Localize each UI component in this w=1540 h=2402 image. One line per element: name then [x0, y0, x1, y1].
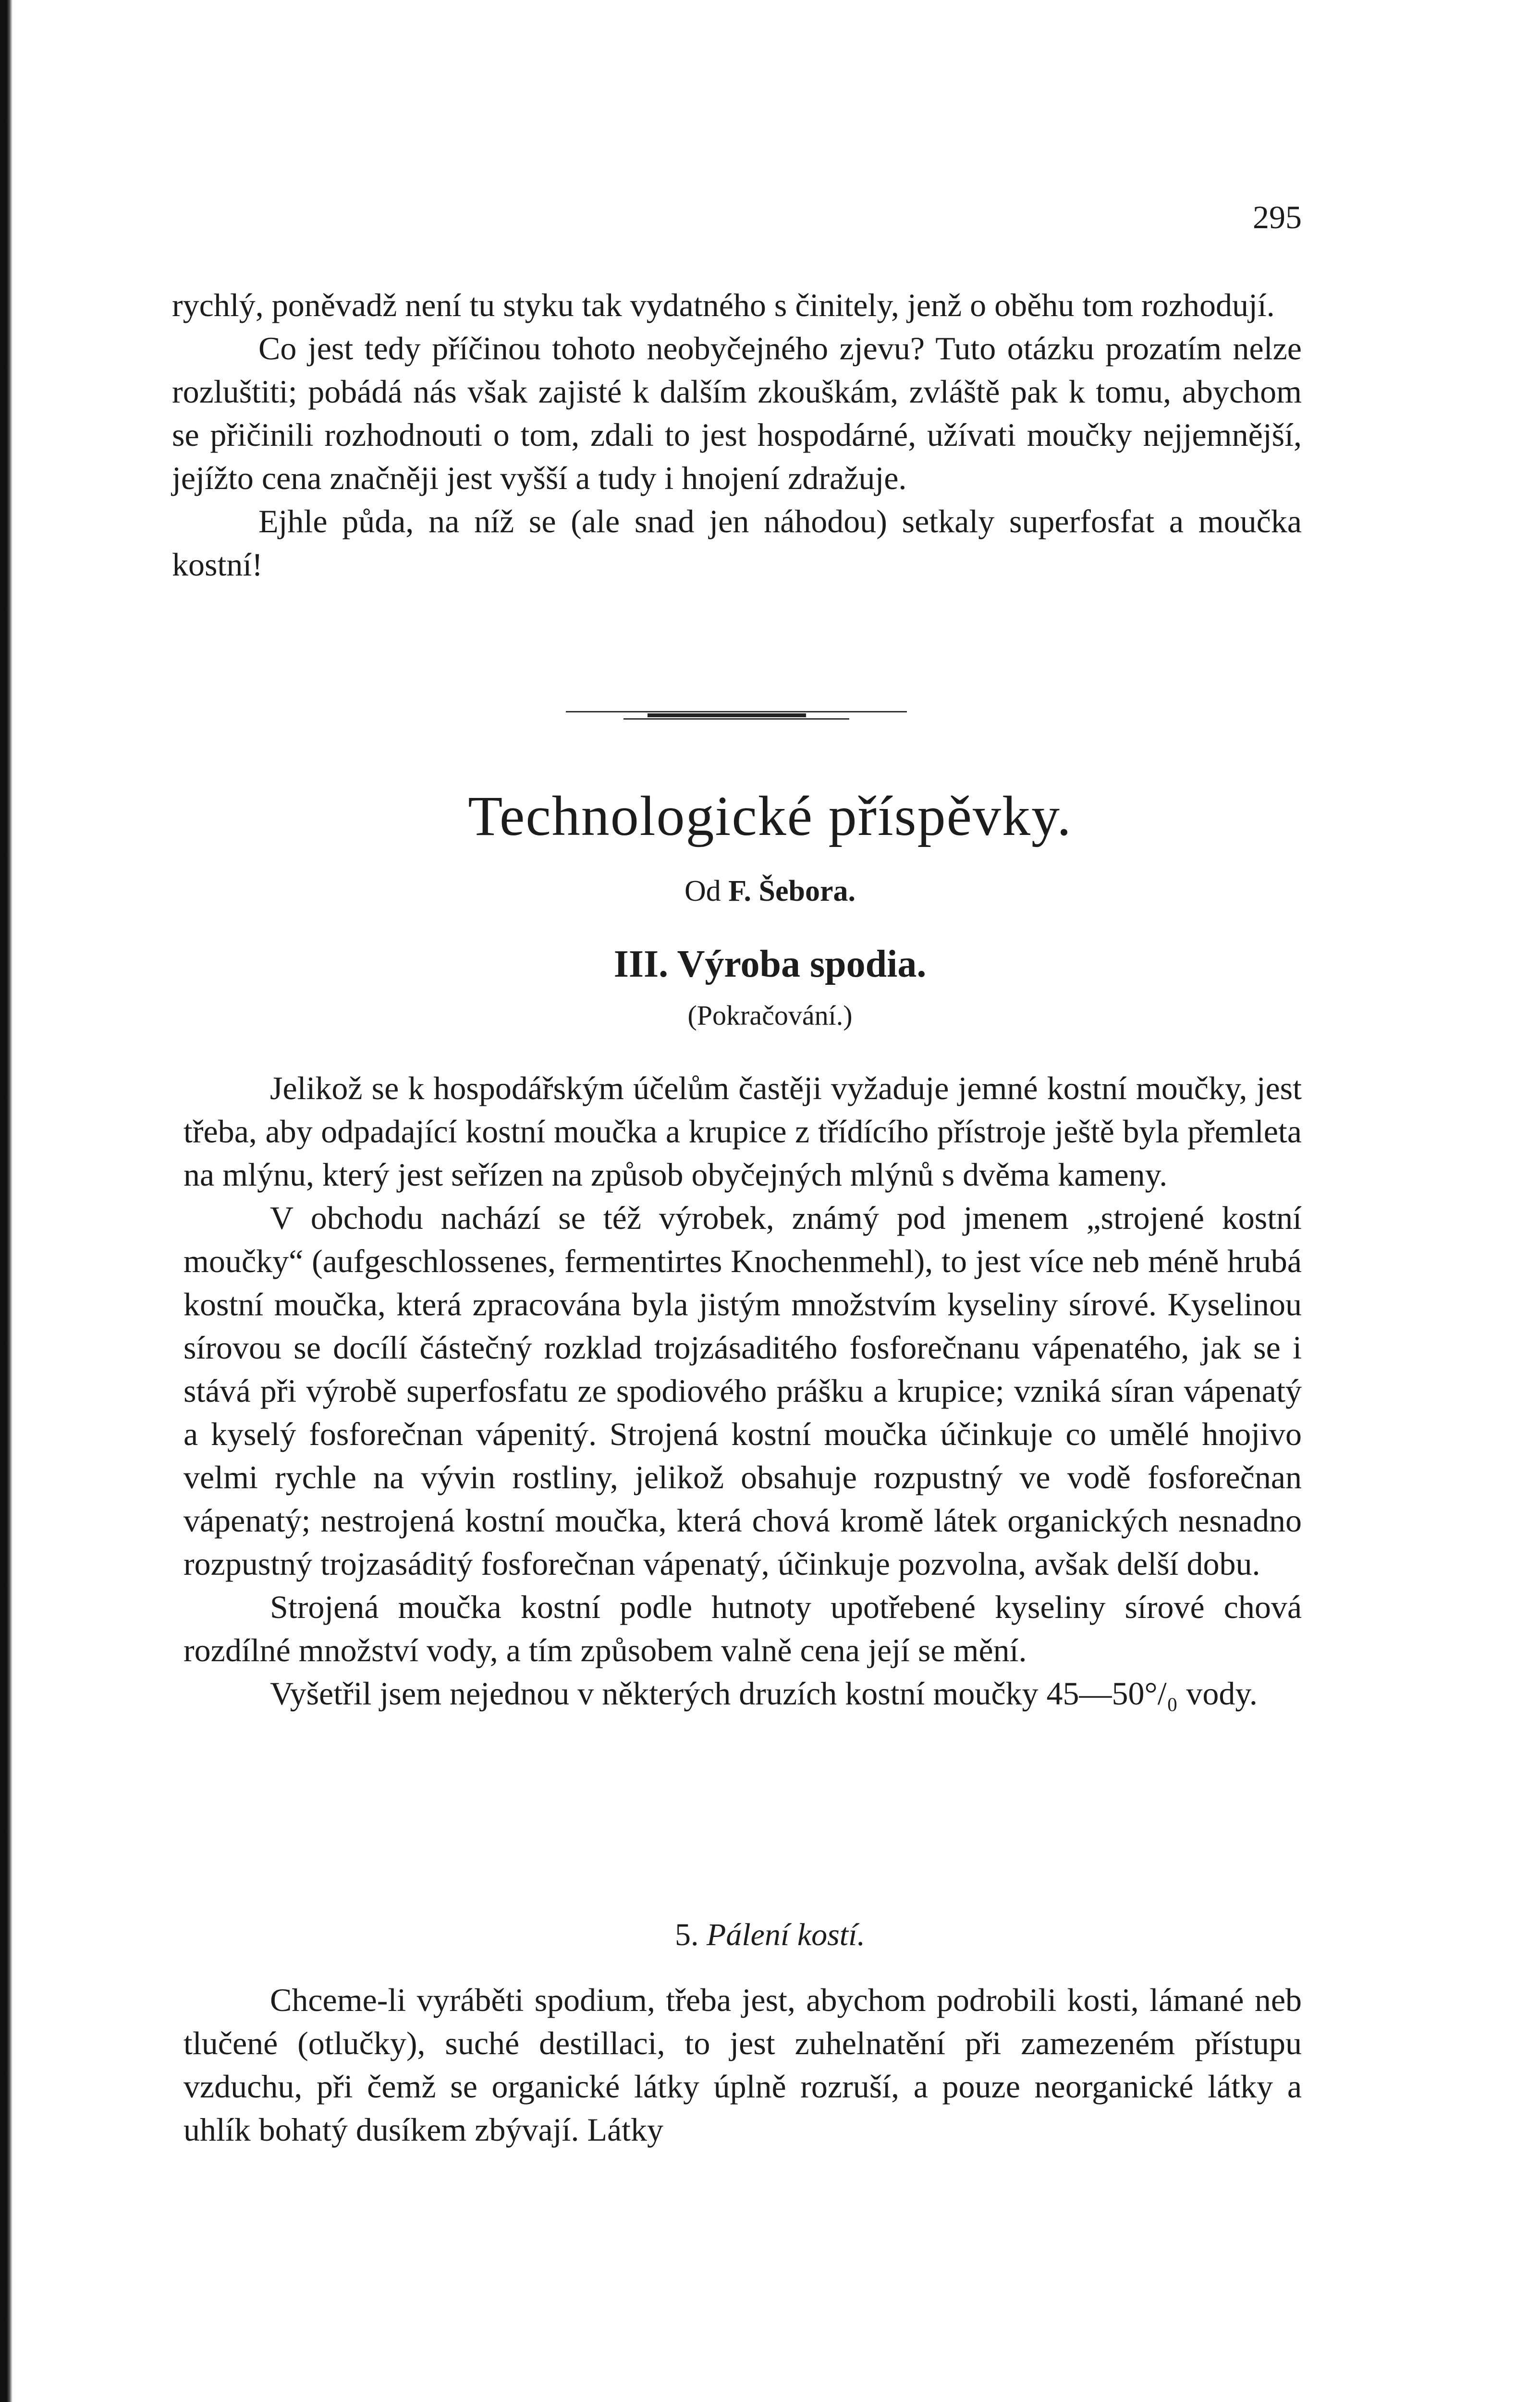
article-title: Technologické příspěvky.: [468, 784, 1072, 847]
section-heading: [0, 1917, 1540, 1953]
body-paragraph-3: Strojená moučka kostní podle hutnoty upotřebené kyseliny sírové chová rozdílné množství vody, a tím způsobem valně cena její se mění.: [183, 1589, 1302, 1668]
section-number: 5.: [675, 1917, 699, 1952]
body-paragraph-1: Jelikož se k hospodářským účelům častěji vyžaduje jemné kostní moučky, jest třeba, aby odpadající kostní moučka a krupice z třídícího přístroje ještě byla přemleta na mlýnu, který jest seřízen na způsob obyčejných mlýnů s dvěma kameny.: [183, 1070, 1302, 1193]
intro-paragraph-2: Co jest tedy příčinou tohoto neobyčejného zjevu? Tuto otázku prozatím nelze rozluštiti; pobádá nás však zajisté k dalším zkouškám, zvláště pak k tomu, abychom se přičinili rozhodnouti o tom, zdali to jest hospodárné, užívati moučky nejjemnější, jejížto cena značněji jest vyšší a tudy i hnojení zdražuje.: [172, 330, 1302, 496]
continuation-note: (Pokračování.): [687, 1000, 853, 1031]
section-divider: [566, 709, 907, 721]
intro-text: [172, 283, 1302, 586]
article-body: [183, 1066, 1302, 1715]
author-line: [0, 874, 1540, 908]
section-title: Pálení kostí.: [707, 1917, 865, 1952]
author-name: F. Šebora.: [728, 875, 856, 907]
article-subtitle: III. Výroba spodia.: [613, 943, 927, 985]
intro-paragraph-1: rychlý, poněvadž není tu styku tak vydatného s činitely, jenž o oběhu tom rozhodují.: [172, 287, 1275, 323]
page-number: 295: [1253, 199, 1302, 235]
section-body: [183, 1978, 1302, 2151]
page-edge-shadow: [0, 0, 12, 2402]
body-paragraph-2: V obchodu nachází se též výrobek, známý pod jmenem „strojené kostní moučky“ (aufgeschlossenes, fermentirtes Knochenmehl), to jest více neb méně hrubá kostní moučka, která zpracována byla jistým množstvím kyseliny sírové. Kyselinou sírovou se docílí částečný rozklad trojzásaditého fosforečnanu vápenatého, jak se i stává při výrobě superfosfatu ze spodiového prášku a krupice; vzniká síran vápenatý a kyselý fosforečnan vápenitý. Strojená kostní moučka účinkuje co umělé hnojivo velmi rychle na vývin rostliny, jelikož obsahuje rozpustný ve vodě fosforečnan vápenatý; nestrojená kostní moučka, která chová kromě látek organických nesnadno rozpustný trojzasáditý fosforečnan vápenatý, účinkuje pozvolna, avšak delší dobu.: [183, 1200, 1302, 1582]
section-paragraph-1: Chceme-li vyráběti spodium, třeba jest, abychom podrobili kosti, lámané neb tlučené (otlučky), suché destillaci, to jest zuhelnatění při zamezeném přístupu vzduchu, při čemž se organické látky úplně rozruší, a pouze neorganické látky a uhlík bohatý dusíkem zbývají. Látky: [183, 1982, 1302, 2148]
intro-paragraph-3: Ejhle půda, na níž se (ale snad jen náhodou) setkaly superfosfat a moučka kostní!: [172, 503, 1302, 583]
body-paragraph-4: Vyšetřil jsem nejednou v některých druzích kostní moučky 45—50°/₀ vody.: [270, 1675, 1258, 1712]
author-prefix: Od: [684, 875, 721, 907]
